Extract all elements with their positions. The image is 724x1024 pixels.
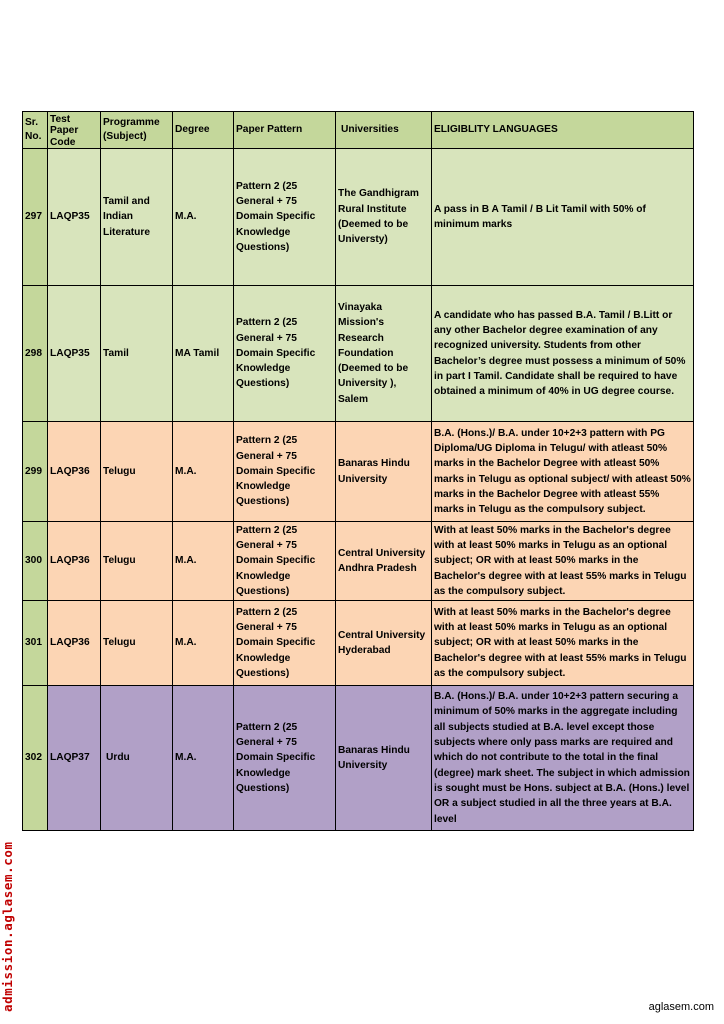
university-cell: Central University Hyderabad <box>336 601 432 686</box>
sr-no-cell: 298 <box>23 286 48 422</box>
sr-no-cell: 301 <box>23 601 48 686</box>
header-eligibility: ELIGIBLITY LANGUAGES <box>432 112 694 149</box>
degree-cell: M.A. <box>173 149 234 286</box>
header-test-paper-code <box>48 112 101 149</box>
table-header-row <box>23 112 694 149</box>
programme-cell: Tamil and Indian Literature <box>101 149 173 286</box>
degree-cell: M.A. <box>173 686 234 831</box>
programme-cell: Telugu <box>101 522 173 601</box>
paper-pattern-cell: Pattern 2 (25 General + 75 Domain Specific Knowledge Questions) <box>234 149 336 286</box>
paper-pattern-cell: Pattern 2 (25 General + 75 Domain Specific Knowledge Questions) <box>234 422 336 522</box>
table-row <box>23 286 694 422</box>
header-paper-pattern: Paper Pattern <box>234 112 336 149</box>
header-universities: Universities <box>336 112 432 149</box>
sr-no-cell: 300 <box>23 522 48 601</box>
programme-cell: Tamil <box>101 286 173 422</box>
sr-no-cell: 302 <box>23 686 48 831</box>
header-sr-no: Sr. No. <box>23 112 48 149</box>
eligibility-cell: B.A. (Hons.)/ B.A. under 10+2+3 pattern securing a minimum of 50% marks in the aggregate including all subjects studied at B.A. level except those subjects where only pass marks are required and which do not contribute to the total in the final (degree) mark sheet. The subject in which admission is sought must be Hons. subject at B.A. (Hons.) level OR a subject studied in all the three years at B.A. level <box>432 686 694 831</box>
sr-no-cell: 299 <box>23 422 48 522</box>
degree-cell: M.A. <box>173 522 234 601</box>
paper-pattern-cell: Pattern 2 (25 General + 75 Domain Specific Knowledge Questions) <box>234 686 336 831</box>
university-cell: Central University Andhra Pradesh <box>336 522 432 601</box>
programme-cell: Telugu <box>101 601 173 686</box>
header-programme: Programme (Subject) <box>101 112 173 149</box>
table-row <box>23 686 694 831</box>
paper-pattern-cell: Pattern 2 (25 General + 75 Domain Specific Knowledge Questions) <box>234 601 336 686</box>
degree-cell: M.A. <box>173 422 234 522</box>
paper-pattern-cell: Pattern 2 (25 General + 75 Domain Specific Knowledge Questions) <box>234 522 336 601</box>
degree-cell: MA Tamil <box>173 286 234 422</box>
eligibility-cell: A pass in B A Tamil / B Lit Tamil with 50% of minimum marks <box>432 149 694 286</box>
eligibility-cell: With at least 50% marks in the Bachelor's degree with at least 50% marks in Telugu as an optional subject; OR with at least 50% marks in the Bachelor's degree with at least 55% marks in Telugu as the compulsory subject. <box>432 522 694 601</box>
test-paper-code-cell: LAQP35 <box>48 149 101 286</box>
test-paper-code-cell: LAQP36 <box>48 522 101 601</box>
table-row <box>23 601 694 686</box>
university-cell: Banaras Hindu University <box>336 686 432 831</box>
test-paper-code-cell: LAQP36 <box>48 601 101 686</box>
eligibility-table <box>22 111 694 831</box>
eligibility-cell: A candidate who has passed B.A. Tamil / B.Litt or any other Bachelor degree examination of any recognized university. Students from other Bachelor’s degree must possess a minimum of 50% in part I Tamil. Candidate shall be required to have obtained a minimum of 40% in UG degree course. <box>432 286 694 422</box>
university-cell: Vinayaka Mission's Research Foundation (Deemed to be University ), Salem <box>336 286 432 422</box>
eligibility-cell: With at least 50% marks in the Bachelor's degree with at least 50% marks in Telugu as an optional subject; OR with at least 50% marks in the Bachelor's degree with at least 55% marks in Telugu as the compulsory subject. <box>432 601 694 686</box>
programme-cell: Telugu <box>101 422 173 522</box>
header-test-paper-code-label: Test Paper Code <box>50 113 79 148</box>
test-paper-code-cell: LAQP35 <box>48 286 101 422</box>
university-cell: The Gandhigram Rural Institute (Deemed to be Universty) <box>336 149 432 286</box>
test-paper-code-cell: LAQP36 <box>48 422 101 522</box>
test-paper-code-cell: LAQP37 <box>48 686 101 831</box>
header-degree: Degree <box>173 112 234 149</box>
degree-cell: M.A. <box>173 601 234 686</box>
footer-watermark: aglasem.com <box>648 1001 714 1013</box>
programme-cell: Urdu <box>101 686 173 831</box>
table-row <box>23 422 694 522</box>
table-row <box>23 522 694 601</box>
table-row <box>23 149 694 286</box>
eligibility-cell: B.A. (Hons.)/ B.A. under 10+2+3 pattern with PG Diploma/UG Diploma in Telugu/ with atleast 50% marks in the Bachelor Degree with atleast 50% marks in Telugu as optional subject/ with atleast 50% marks in the Bachelor Degree with atleast 55% marks in Telugu as the compulsory subject. <box>432 422 694 522</box>
paper-pattern-cell: Pattern 2 (25 General + 75 Domain Specific Knowledge Questions) <box>234 286 336 422</box>
university-cell: Banaras Hindu University <box>336 422 432 522</box>
side-watermark: admission.aglasem.com <box>0 841 15 1012</box>
sr-no-cell: 297 <box>23 149 48 286</box>
